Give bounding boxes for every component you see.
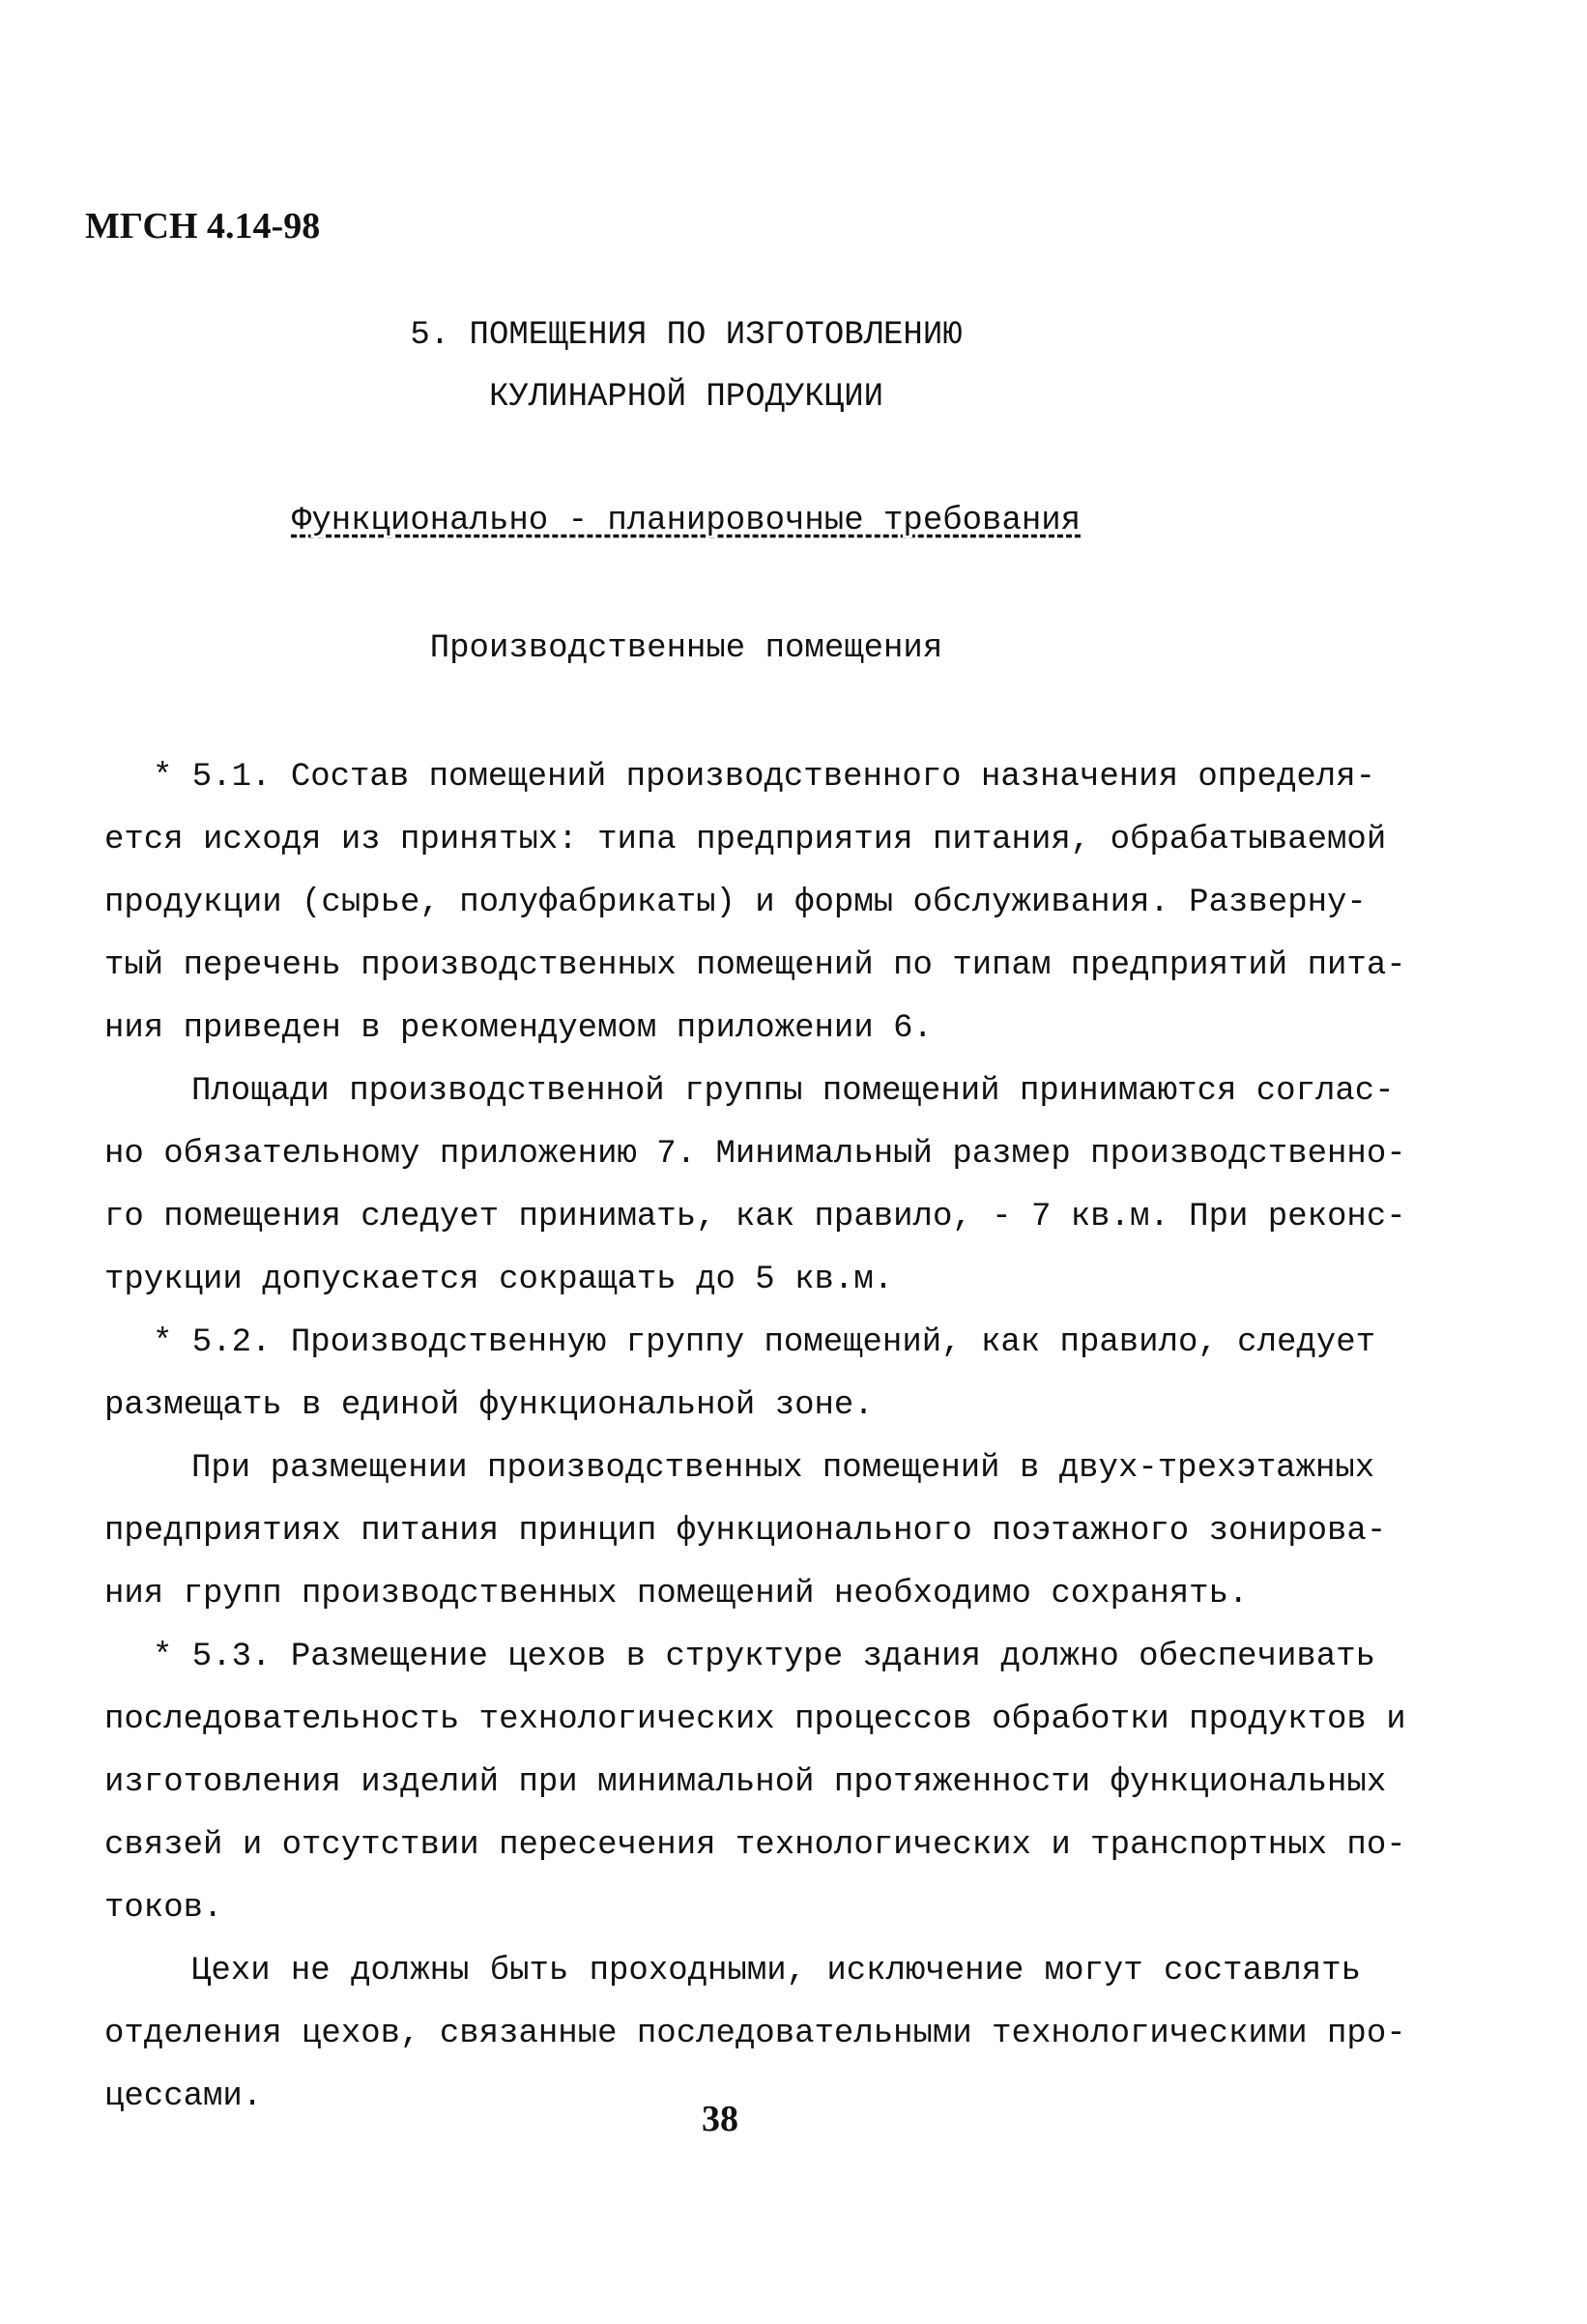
text-line: тый перечень производственных помещений по типам предприятий пита- bbox=[104, 947, 1406, 984]
text-line: связей и отсутствии пересечения технологических и транспортных по- bbox=[104, 1827, 1406, 1864]
text-line: продукции (сырье, полуфабрикаты) и формы обслуживания. Разверну- bbox=[104, 885, 1367, 921]
text-line: но обязательному приложению 7. Минимальный размер производственно- bbox=[104, 1136, 1406, 1173]
section-title-line2: КУЛИНАРНОЙ ПРОДУКЦИИ bbox=[488, 379, 884, 416]
text-line: При размещении производственных помещений в двух-трехэтажных bbox=[191, 1450, 1375, 1487]
text-line: последовательность технологических процессов обработки продуктов и bbox=[104, 1701, 1406, 1738]
text-line: ния приведен в рекомендуемом приложении 6. bbox=[104, 1010, 933, 1047]
text-line: ния групп производственных помещений необходимо сохранять. bbox=[104, 1576, 1249, 1612]
text-line: отделения цехов, связанные последовательными технологическими про- bbox=[104, 2016, 1406, 2052]
paragraph-5-3 bbox=[104, 1626, 1406, 1940]
text-line: трукции допускается сокращать до 5 кв.м. bbox=[104, 1262, 894, 1298]
paragraph-zoning bbox=[104, 1438, 1387, 1626]
text-line: цессами. bbox=[104, 2078, 263, 2115]
subsection-title-text: Функционально - планировочные требования bbox=[291, 503, 1082, 539]
text-line: изготовления изделий при минимальной протяженности функциональных bbox=[104, 1764, 1387, 1801]
page-number: 38 bbox=[702, 2099, 738, 2139]
subsection-title-underlined bbox=[0, 503, 1372, 539]
document-code: МГСН 4.14-98 bbox=[85, 206, 321, 247]
subsection-title-plain: Производственные помещения bbox=[429, 630, 943, 667]
paragraph-5-1 bbox=[104, 746, 1406, 1060]
text-line: ется исходя из принятых: типа предприятия питания, обрабатываемой bbox=[104, 822, 1387, 858]
text-line: * 5.2. Производственную группу помещений, как правило, следует bbox=[153, 1324, 1376, 1361]
paragraph-5-2 bbox=[104, 1312, 1376, 1438]
text-line: Цехи не должны быть проходными, исключение могут составлять bbox=[191, 1953, 1361, 1990]
text-line: Площади производственной группы помещений принимаются соглас- bbox=[191, 1073, 1395, 1110]
text-line: токов. bbox=[104, 1890, 223, 1927]
text-line: го помещения следует принимать, как правило, - 7 кв.м. При реконс- bbox=[104, 1199, 1406, 1235]
text-line: * 5.1. Состав помещений производственного назначения определя- bbox=[153, 759, 1376, 796]
text-line: * 5.3. Размещение цехов в структуре здания должно обеспечивать bbox=[153, 1639, 1376, 1675]
section-title-line1: 5. ПОМЕЩЕНИЯ ПО ИЗГОТОВЛЕНИЮ bbox=[410, 317, 963, 354]
text-line: предприятиях питания принцип функционального поэтажного зонирова- bbox=[104, 1513, 1387, 1550]
text-line: размещать в единой функциональной зоне. bbox=[104, 1387, 874, 1424]
paragraph-areas bbox=[104, 1060, 1406, 1312]
body-text bbox=[104, 746, 1406, 2129]
